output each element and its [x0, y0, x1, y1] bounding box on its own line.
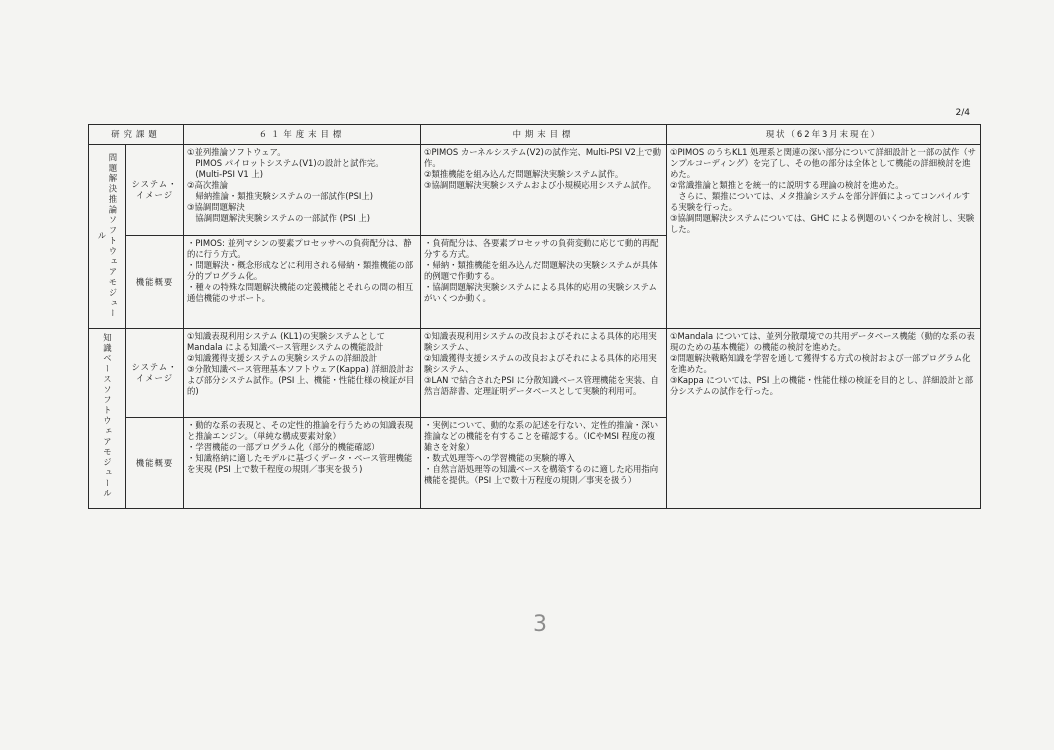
list-item: ・実例について、動的な系の記述を行ない、定性的推論・深い推論などの機能を有することを確認する。（ICやMSI 程度の複雑さを対象）	[424, 420, 659, 452]
header-topic: 研究課題	[89, 125, 184, 145]
list-item: ・PIMOS: 並列マシンの要素プロセッサへの負荷配分は、静的に行う方式。	[187, 238, 412, 259]
list-item: ・自然言語処理等の知識ベースを構築するのに適した応用指向機能を提供。（PSI 上で数十万程度の規則／事実を扱う）	[424, 464, 659, 485]
list-item: ②類推機能を組み込んだ問題解決実験システム試作。	[424, 169, 624, 179]
list-item: ①PIMOS カーネルシステム(V2)の試作完、Multi-PSI V2上で動作。	[424, 147, 661, 168]
aspect-label: 機能概要	[126, 418, 184, 509]
midterm-cell	[421, 418, 667, 509]
list-item: ・学習機能の一部プログラム化（部分的機能確認）	[187, 442, 380, 452]
table-row	[89, 145, 981, 236]
list-item: 協調問題解決実験システムの一部試作 (PSI 上)	[187, 213, 370, 223]
list-item: ①知識表現利用システム (KL1)の実験システムとして Mandala による知識ベース管理システムの機能設計	[187, 331, 388, 352]
research-table	[88, 124, 981, 509]
list-item: ②問題解決戦略知識を学習を通して獲得する方式の検討および一部プログラム化を進めた。	[670, 353, 971, 374]
list-item: (Multi-PSI V1 上)	[187, 169, 263, 179]
list-item: ・問題解決・概念形成などに利用される帰納・類推機能の部分的プログラム化。	[187, 260, 414, 281]
topic-label: 知識ベースソフトウェアモジュール	[102, 333, 113, 500]
list-item: ・知識格納に適したモデルに基づくデータ・ベース管理機能を実現 (PSI 上で数千程度の規則／事実を扱う)	[187, 453, 413, 474]
list-item: ・動的な系の表現と、その定性的推論を行うための知識表現と推論エンジン。（単純な構成要素対象）	[187, 420, 414, 441]
topic-label: 問題解決推論ソフトウェアモジュール	[97, 153, 118, 320]
status-cell	[667, 329, 981, 509]
goal-61-cell	[184, 236, 421, 329]
header-goal-61: ６１年度末目標	[184, 125, 421, 145]
header-midterm: 中期末目標	[421, 125, 667, 145]
list-item: 帰納推論・類推実験システムの一部試作(PSI上)	[187, 191, 374, 201]
list-item: ①Mandala については、並列分散環境での共用データベース機能（動的な系の表現のための基本機能）の機能の検討を進めた。	[670, 331, 975, 352]
list-item: ・帰納・類推機能を組み込んだ問題解決の実験システムが具体的例題で作動する。	[424, 260, 658, 281]
aspect-label: 機能概要	[126, 236, 184, 329]
list-item: ③Kappa については、PSI 上の機能・性能仕様の検証を目的とし、詳細設計と部分システムの試作を行った。	[670, 375, 973, 396]
aspect-label: システム・イメージ	[126, 145, 184, 236]
list-item: ①知識表現利用システムの改良およびそれによる具体的応用実験システム、	[424, 331, 657, 352]
list-item: ②高次推論	[187, 180, 229, 190]
list-item: さらに、類推については、メタ推論システムを部分評価によってコンパイルする実験を行った。	[670, 191, 970, 212]
list-item: ・負荷配分は、各要素プロセッサの負荷変動に応じて動的再配分する方式。	[424, 238, 659, 259]
list-item: ・協調問題解決実験システムによる具体的応用の実験システムがいくつか動く。	[424, 282, 657, 303]
list-item: ②知識獲得支援システムの実験システムの詳細設計	[187, 353, 378, 363]
goal-61-cell	[184, 145, 421, 236]
status-cell	[667, 145, 981, 329]
midterm-cell	[421, 329, 667, 418]
list-item: ③協調問題解決	[187, 202, 245, 212]
list-item: ①PIMOS のうちKL1 処理系と関連の深い部分について詳細設計と一部の試作（サンプルコーディング）を完了し、その他の部分は全体として機能の詳細検討を進めた。	[670, 147, 977, 179]
list-item: ③協調問題解決システムについては、GHC による例題のいくつかを検討し、実験した。	[670, 213, 975, 234]
header-status: 現状（62年3月末現在）	[667, 125, 981, 145]
table-header-row	[89, 125, 981, 145]
table-row	[89, 329, 981, 418]
list-item: ・種々の特殊な問題解決機能の定義機能とそれらの間の相互通信機能のサポート。	[187, 282, 414, 303]
goal-61-cell	[184, 329, 421, 418]
goal-61-cell	[184, 418, 421, 509]
list-item: PIMOS パイロットシステム(V1)の設計と試作完。	[187, 158, 384, 168]
list-item: ②知識獲得支援システムの改良およびそれによる具体的応用実験システム、	[424, 353, 657, 374]
topic-cell	[89, 329, 126, 509]
list-item: ②常識推論と類推とを統一的に説明する理論の検討を進めた。	[670, 180, 904, 190]
page-footer-mark: 3	[533, 612, 547, 637]
aspect-label: システム・イメージ	[126, 329, 184, 418]
list-item: ③分散知識ベース管理基本ソフトウェア(Kappa) 詳細設計および部分システム試作。(PSI 上、機能・性能仕様の検証が目的)	[187, 364, 415, 396]
list-item: ①並列推論ソフトウェア。	[187, 147, 286, 157]
page-number: 2/4	[955, 108, 970, 118]
list-item: ③LAN で結合されたPSI に分散知識ベース管理機能を実装、自然言語辞書、定理証明データベースとして実験的利用可。	[424, 375, 659, 396]
midterm-cell	[421, 145, 667, 236]
list-item: ③協調問題解決実験システムおよび小規模応用システム試作。	[424, 180, 656, 190]
topic-cell	[89, 145, 126, 329]
list-item: ・数式処理等への学習機能の実験的導入	[424, 453, 575, 463]
midterm-cell	[421, 236, 667, 329]
